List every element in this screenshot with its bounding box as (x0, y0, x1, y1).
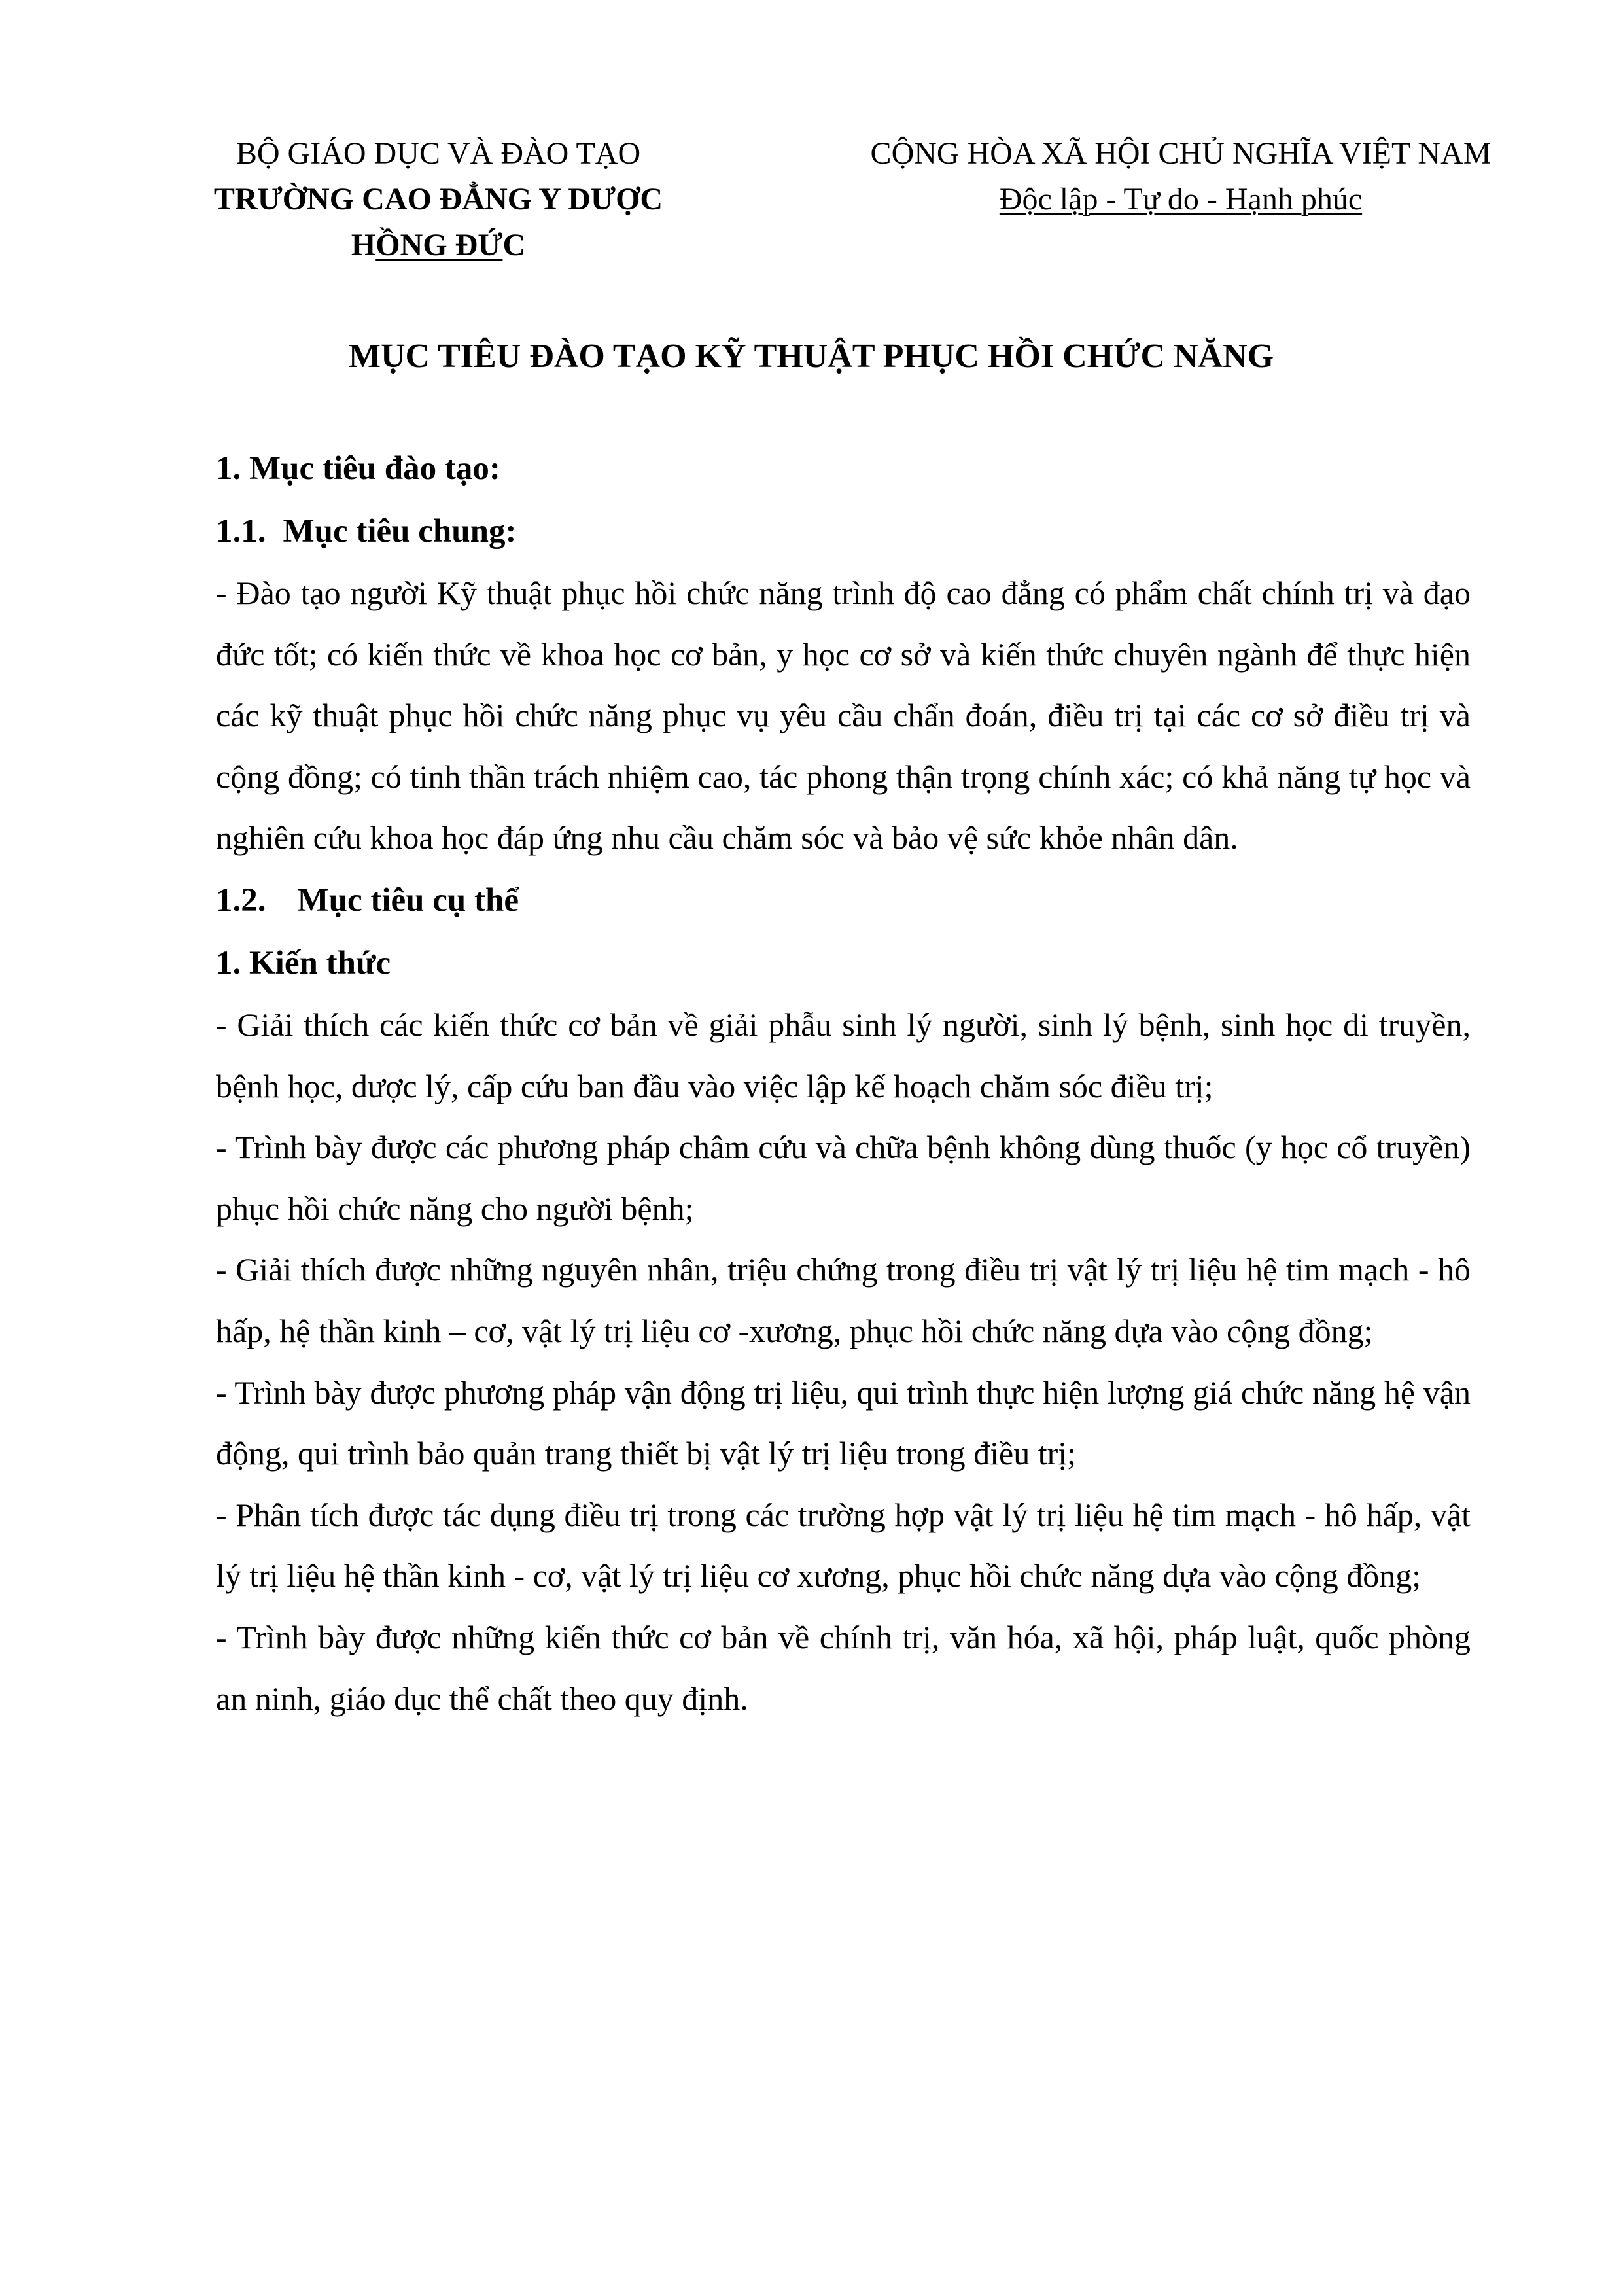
section-1-2-number: 1.2. (216, 881, 266, 919)
knowledge-heading: 1. Kiến thức (216, 944, 391, 981)
section-1-heading: 1. Mục tiêu đào tạo: (216, 450, 500, 487)
knowledge-item: - Trình bày được những kiến thức cơ bản về chính trị, văn hóa, xã hội, pháp luật, quốc phòng an ninh, giáo dục thể chất theo quy định. (216, 1618, 1471, 1717)
knowledge-item: - Giải thích các kiến thức cơ bản về giải phẫu sinh lý người, sinh lý bệnh, sinh học di truyền, bệnh học, dược lý, cấp cứu ban đầu vào việc lập kế hoạch chăm sóc điều trị; (216, 1006, 1471, 1104)
section-1-2-text: Mục tiêu cụ thể (297, 881, 519, 919)
school-name-line2-underlined: ỒNG ĐỨ (375, 228, 503, 262)
general-goal-paragraph: - Đào tạo người Kỹ thuật phục hồi chức năng trình độ cao đẳng có phẩm chất chính trị và đạo đức tốt; có kiến thức về khoa học cơ bản, y học cơ sở và kiến thức chuyên ngành để thực hiện các kỹ thuật phục hồi chức năng phục vụ yêu cầu chẩn đoán, điều trị tại các cơ sở điều trị và cộng đồng; có tinh thần trách nhiệm cao, tác phong thận trọng chính xác; có khả năng tự học và nghiên cứu khoa học đáp ứng nhu cầu chăm sóc và bảo vệ sức khỏe nhân dân. (216, 574, 1471, 857)
knowledge-item: - Trình bày được các phương pháp châm cứu và chữa bệnh không dùng thuốc (y học cổ truyền) phục hồi chức năng cho người bệnh; (216, 1129, 1471, 1227)
header-right (811, 131, 1550, 222)
national-motto: Độc lập - Tự do - Hạnh phúc (999, 182, 1363, 217)
document-body (216, 437, 1471, 1729)
knowledge-item: - Trình bày được phương pháp vận động trị liệu, qui trình thực hiện lượng giá chức năng hệ vận động, qui trình bảo quản trang thiết bị vật lý trị liệu trong điều trị; (216, 1373, 1471, 1472)
republic-name: CỘNG HÒA XÃ HỘI CHỦ NGHĨA VIỆT NAM (870, 136, 1492, 171)
school-name-line1: TRƯỜNG CAO ĐẲNG Y DƯỢC (213, 182, 663, 217)
section-1-1-number: 1.1. (216, 513, 266, 550)
school-name-line2-pre: H (351, 228, 376, 262)
section-1-1-text: Mục tiêu chung: (283, 513, 517, 550)
knowledge-item: - Phân tích được tác dụng điều trị trong các trường hợp vật lý trị liệu hệ tim mạch - hô hấp, vật lý trị liệu hệ thần kinh - cơ, vật lý trị liệu cơ xương, phục hồi chức năng dựa vào cộng đồng; (216, 1496, 1471, 1595)
section-1-1-heading (216, 500, 1471, 563)
header-left (157, 131, 720, 268)
school-name-line2-post: C (502, 228, 526, 262)
section-1-2-heading (216, 869, 1471, 932)
school-name-line2 (157, 222, 720, 268)
document-title: MỤC TIÊU ĐÀO TẠO KỸ THUẬT PHỤC HỒI CHỨC NĂNG (348, 338, 1274, 375)
ministry-name: BỘ GIÁO DỤC VÀ ĐÀO TẠO (236, 136, 641, 171)
knowledge-item: - Giải thích được những nguyên nhân, triệu chứng trong điều trị vật lý trị liệu hệ tim mạch - hô hấp, hệ thần kinh – cơ, vật lý trị liệu cơ -xương, phục hồi chức năng dựa vào cộng đồng; (216, 1251, 1471, 1349)
